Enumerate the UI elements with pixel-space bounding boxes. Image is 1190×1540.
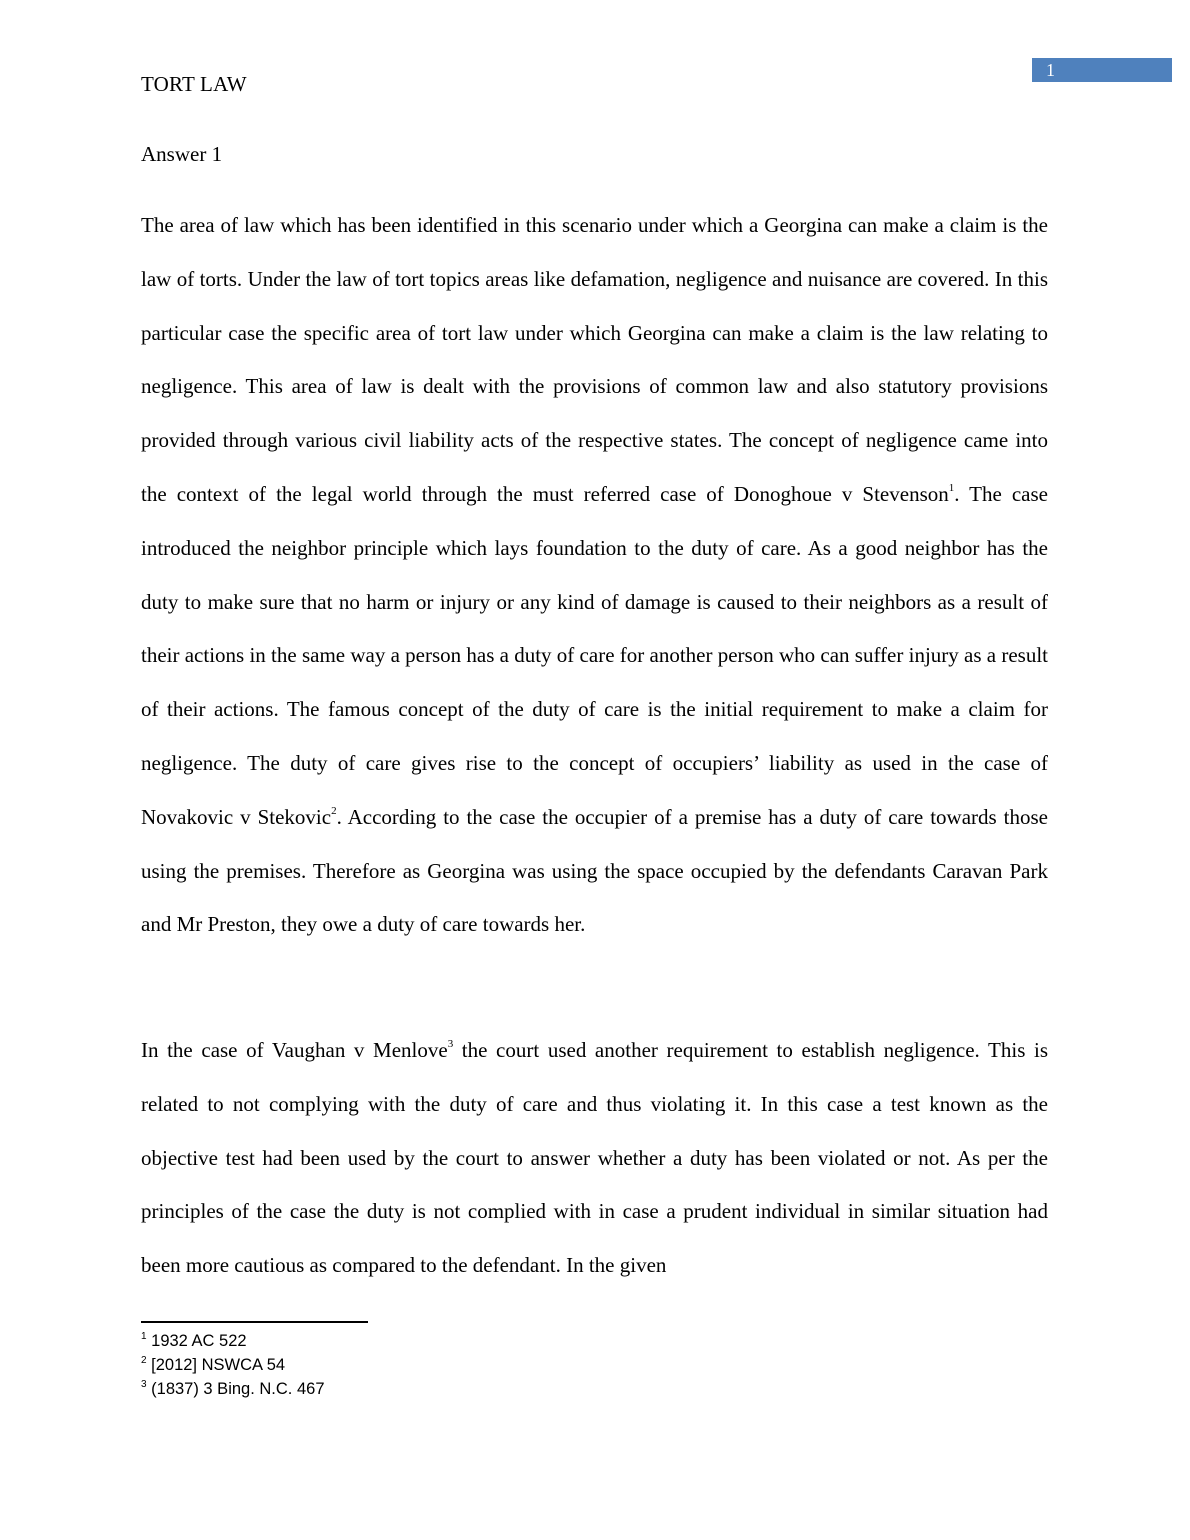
paragraph-1-text-a: The area of law which has been identified in this scenario under which a Georgina can make a claim is the law of torts. Under the law of tort topics areas like defamation, negligence and nuisance are covered. In this particular case the specific area of tort law under which Georgina can make a claim is the law relating to negligence. This area of law is dealt with the provisions of common law and also statutory provisions provided through various civil liability acts of the respective states. The concept of negligence came into the context of the legal world through the must referred case of Donoghoue v Stevenson	[141, 213, 1048, 506]
paragraph-1-text-b: . The case introduced the neighbor principle which lays foundation to the duty of care. As a good neighbor has the duty to make sure that no harm or injury or any kind of damage is caused to their neighbors as a result of their actions in the same way a person has a duty of care for another person who can suffer injury as a result of their actions. The famous concept of the duty of care is the initial requirement to make a claim for negligence. The duty of care gives rise to the concept of occupiers’ liability as used in the case of Novakovic v Stekovic	[141, 481, 1048, 829]
running-header-title: TORT LAW	[141, 72, 247, 96]
footnote-1-mark: 1	[141, 1330, 147, 1342]
footnote-1	[141, 1329, 325, 1353]
footnote-3-mark: 3	[141, 1378, 147, 1390]
page-number: 1	[1046, 60, 1055, 80]
footnote-ref-3[interactable]: 3	[447, 1038, 454, 1050]
footnote-ref-1[interactable]: 1	[948, 481, 955, 494]
footnote-2-text: [2012] NSWCA 54	[146, 1356, 286, 1374]
footnote-separator	[141, 1321, 368, 1323]
footnote-3-text: (1837) 3 Bing. N.C. 467	[146, 1380, 325, 1398]
page-number-badge	[1032, 58, 1172, 82]
footnote-2-mark: 2	[141, 1354, 147, 1366]
footnote-2	[141, 1353, 325, 1377]
footnotes	[141, 1329, 325, 1401]
paragraph-2-text-a: In the case of Vaughan v Menlove	[141, 1038, 448, 1062]
body-paragraph-1	[141, 199, 1048, 952]
footnote-1-text: 1932 AC 522	[146, 1332, 247, 1350]
paragraph-1-text-c: . According to the case the occupier of a premise has a duty of care towards those using the premises. Therefore as Georgina was using the space occupied by the defendants Caravan Park and Mr Preston, they owe a duty of care towards her.	[141, 804, 1048, 937]
answer-heading: Answer 1	[141, 142, 223, 166]
footnote-ref-2[interactable]: 2	[331, 804, 337, 817]
footnote-3	[141, 1377, 325, 1401]
paragraph-2-text-b: the court used another requirement to establish negligence. This is related to not complying with the duty of care and thus violating it. In this case a test known as the objective test had been used by the court to answer whether a duty has been violated or not. As per the principles of the case the duty is not complied with in case a prudent individual in similar situation had been more cautious as compared to the defendant. In the given	[141, 1038, 1048, 1278]
body-paragraph-2	[141, 1024, 1048, 1293]
